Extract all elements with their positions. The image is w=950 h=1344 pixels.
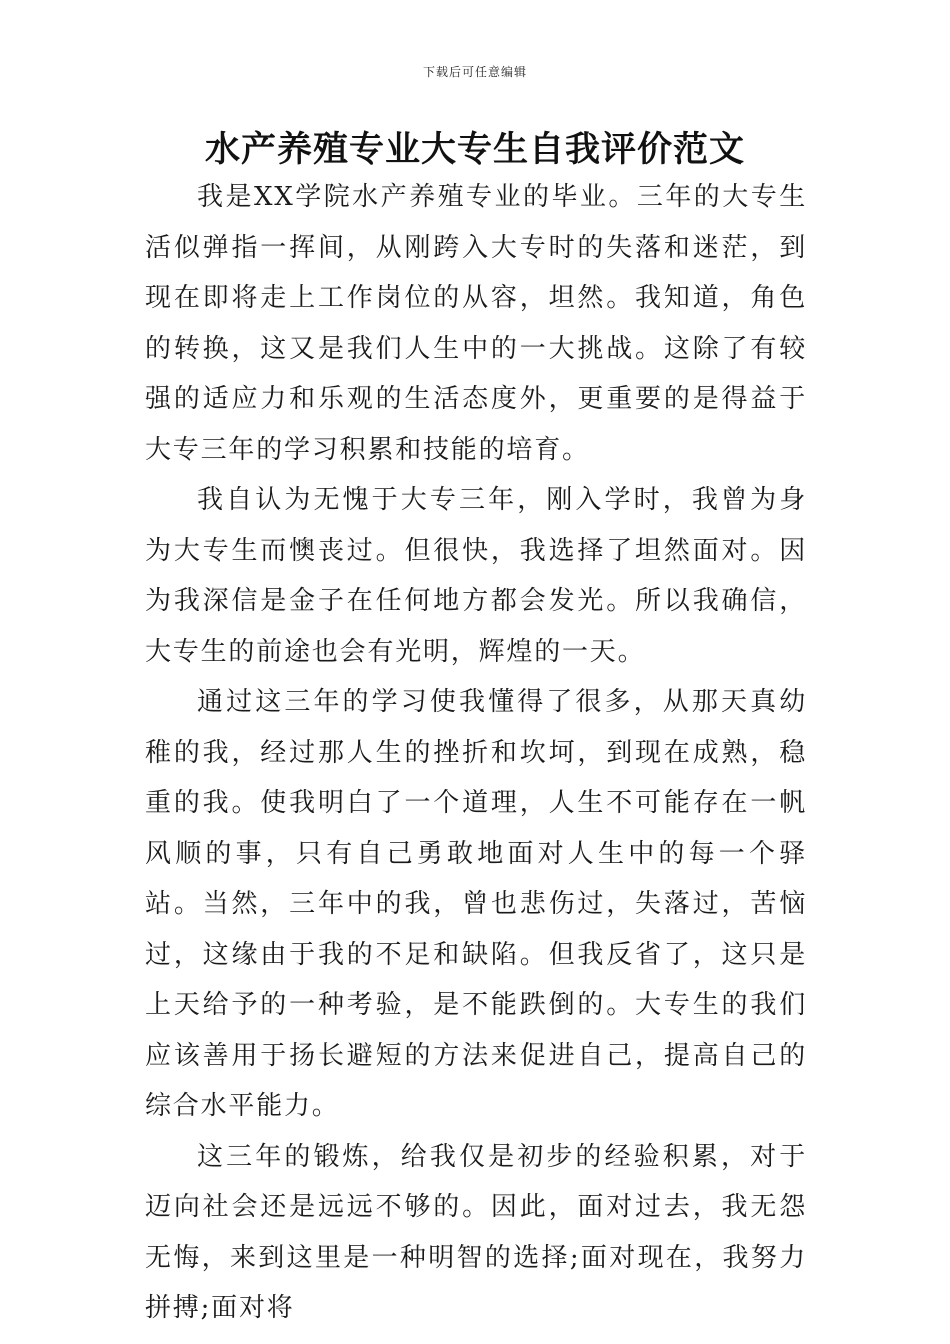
header-note: 下载后可任意编辑	[422, 65, 527, 79]
paragraph-4: 这三年的锻炼，给我仅是初步的经验积累，对于迈向社会还是远远不够的。因此，面对过去，我无怨无悔，来到这里是一种明智的选择;面对现在，我努力拼搏;面对将	[145, 1141, 807, 1323]
page-title: 水产养殖专业大专生自我评价范文	[204, 130, 745, 170]
document-body	[145, 172, 807, 1334]
paragraph-1: 我是XX学院水产养殖专业的毕业。三年的大专生活似弹指一挥间，从刚跨入大专时的失落和迷茫，到现在即将走上工作岗位的从容，坦然。我知道，角色的转换，这又是我们人生中的一大挑战。这除了有较强的适应力和乐观的生活态度外，更重要的是得益于大专三年的学习积累和技能的培育。	[145, 182, 807, 465]
paragraph-3: 通过这三年的学习使我懂得了很多，从那天真幼稚的我，经过那人生的挫折和坎坷，到现在成熟，稳重的我。使我明白了一个道理，人生不可能存在一帆风顺的事，只有自己勇敢地面对人生中的每一个驿站。当然，三年中的我，曾也悲伤过，失落过，苦恼过，这缘由于我的不足和缺陷。但我反省了，这只是上天给予的一种考验，是不能跌倒的。大专生的我们应该善用于扬长避短的方法来促进自己，提高自己的综合水平能力。	[145, 687, 807, 1121]
paragraph-2: 我自认为无愧于大专三年，刚入学时，我曾为身为大专生而懊丧过。但很快，我选择了坦然面对。因为我深信是金子在任何地方都会发光。所以我确信，大专生的前途也会有光明，辉煌的一天。	[145, 485, 807, 667]
